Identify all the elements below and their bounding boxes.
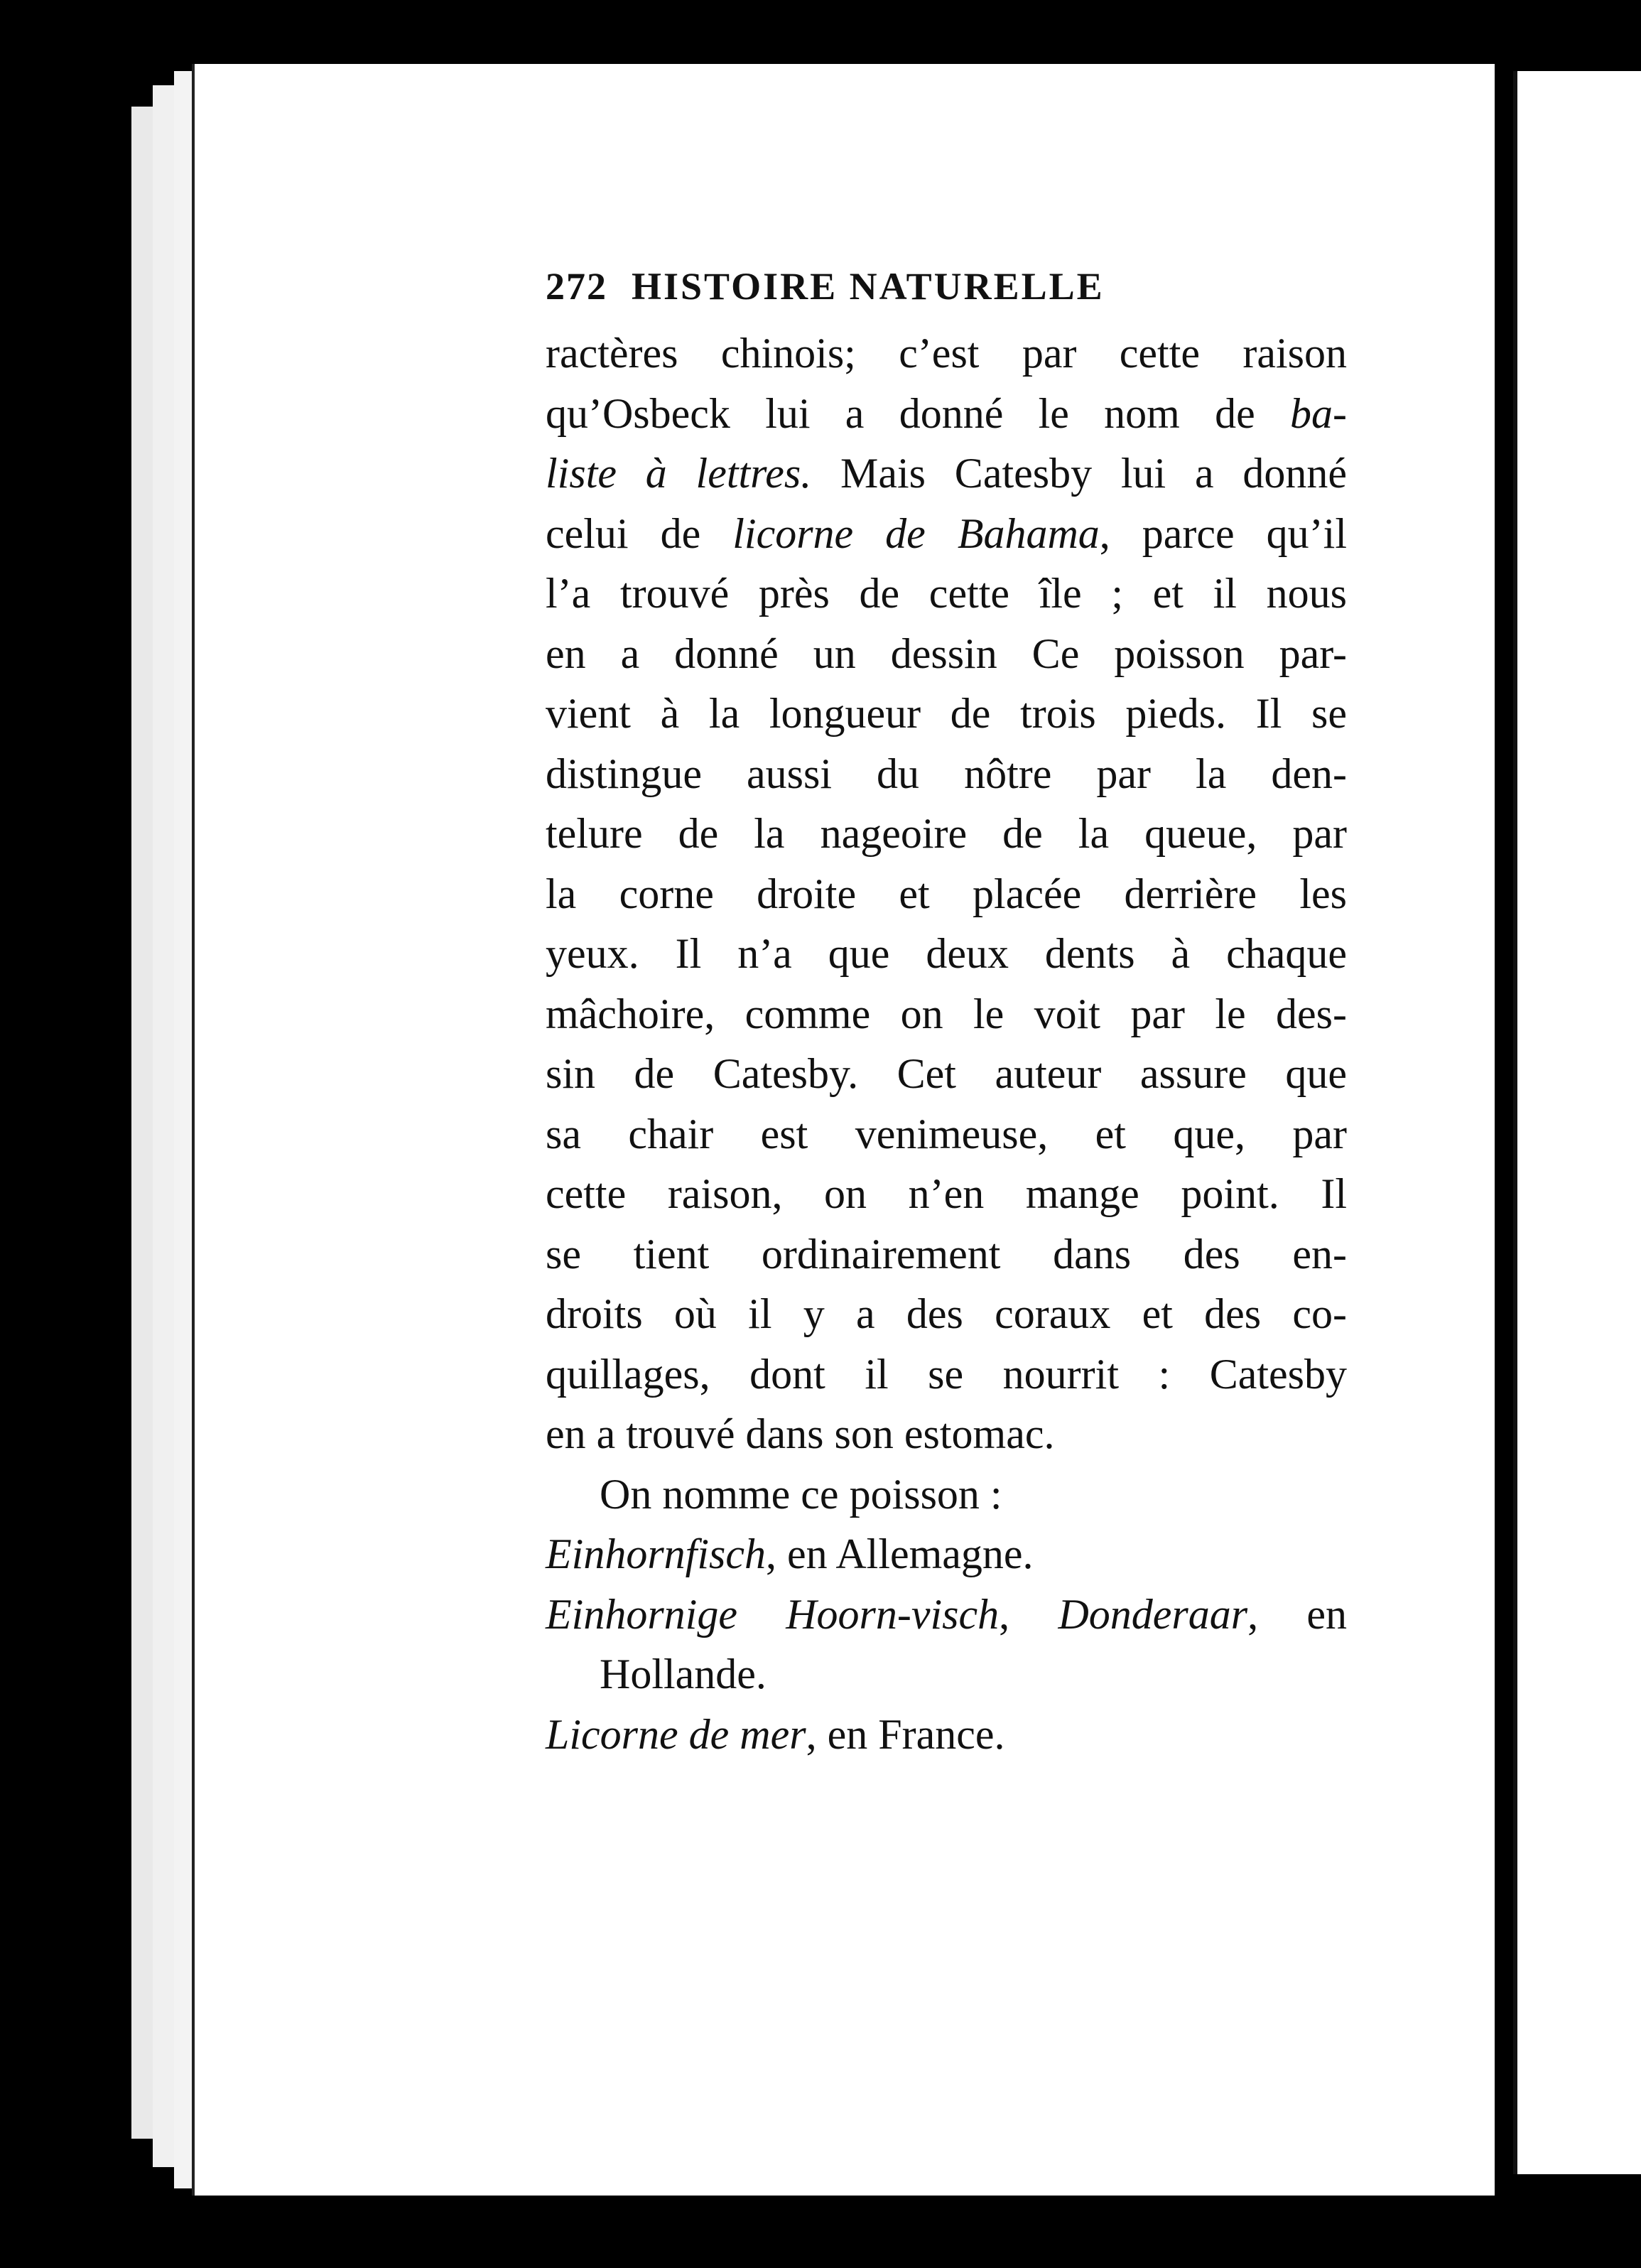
running-header <box>546 264 1334 308</box>
paragraph-line: vient à la longueur de trois pieds. Il se <box>546 690 1347 737</box>
name-entry-line: Einhornfisch, en Allemagne. <box>546 1530 1034 1577</box>
paragraph-line: celui de licorne de Bahama, parce qu’il <box>546 509 1347 557</box>
paragraph-line: mâchoire, comme on le voit par le des- <box>546 990 1347 1037</box>
italic-term: liste à lettres. <box>546 450 812 497</box>
paragraph-line: yeux. Il n’a que deux dents à chaque <box>546 930 1347 977</box>
name-entry-line: Hollande. <box>600 1651 767 1697</box>
paragraph-line: se tient ordinairement dans des en- <box>546 1230 1347 1278</box>
paragraph-line: cette raison, on n’en mange point. Il <box>546 1170 1347 1217</box>
paragraph-line: qu’Osbeck lui a donné le nom de ba- <box>546 389 1347 437</box>
italic-term: licorne de Bahama <box>732 509 1100 557</box>
italic-term: ba- <box>1290 389 1347 437</box>
page-number: 272 <box>546 265 607 308</box>
paragraph-line: sa chair est venimeuse, et que, par <box>546 1110 1347 1157</box>
paragraph-line: distingue aussi du nôtre par la den- <box>546 750 1347 797</box>
paragraph-line: sin de Catesby. Cet auteur assure que <box>546 1050 1347 1097</box>
names-intro: On nomme ce poisson : <box>600 1470 1002 1518</box>
name-entry-line: Einhornige Hoorn-visch, Donderaar, en <box>546 1590 1347 1638</box>
name-entry-line: Licorne de mer, en France. <box>546 1710 1005 1758</box>
paragraph-line: en a trouvé dans son estomac. <box>546 1410 1055 1457</box>
paragraph-line: liste à lettres. Mais Catesby lui a donné <box>546 450 1347 497</box>
paragraph-line: ractères chinois; c’est par cette raison <box>546 330 1347 377</box>
italic-term: Donderaar <box>1058 1590 1248 1638</box>
italic-term: Einhornfisch <box>546 1530 766 1577</box>
paragraph-line: telure de la nageoire de la queue, par <box>546 810 1347 857</box>
paragraph-line: quillages, dont il se nourrit : Catesby <box>546 1350 1347 1398</box>
running-title: HISTOIRE NATURELLE <box>632 265 1105 308</box>
facing-page <box>1513 71 1641 2174</box>
italic-term: Licorne de mer <box>546 1710 806 1758</box>
italic-term: Einhornige Hoorn-visch <box>546 1590 1000 1638</box>
paragraph-line: la corne droite et placée derrière les <box>546 870 1347 917</box>
page-body-text <box>546 323 1347 1764</box>
paragraph-line: droits où il y a des coraux et des co- <box>546 1290 1347 1337</box>
paragraph-line: en a donné un dessin Ce poisson par- <box>546 630 1347 677</box>
paragraph-line: l’a trouvé près de cette île ; et il nous <box>546 570 1347 617</box>
